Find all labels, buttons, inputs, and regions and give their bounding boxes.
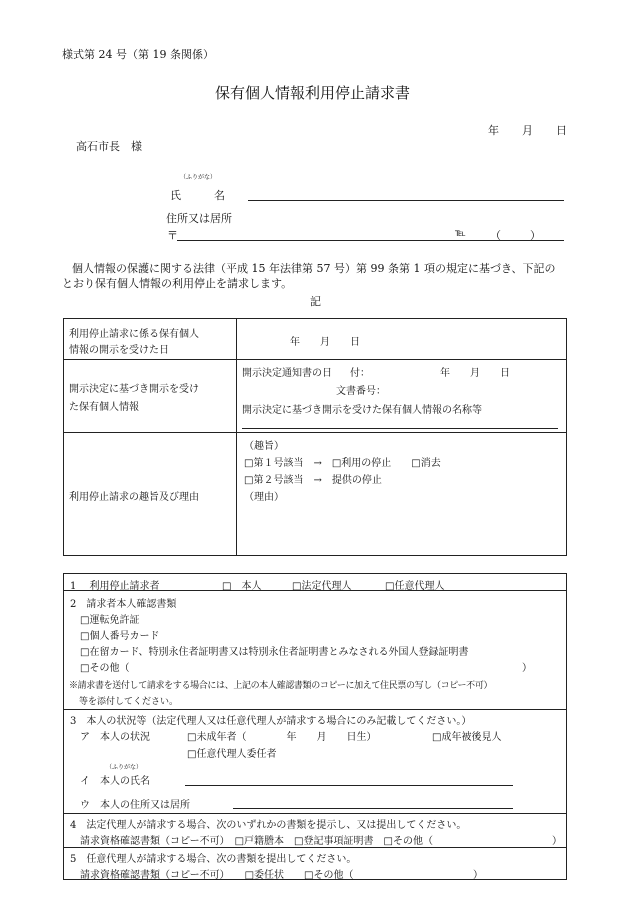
principal-address-field[interactable]	[233, 808, 513, 809]
table2-sep3	[63, 813, 567, 814]
date-day: 日	[556, 124, 567, 137]
date-month: 月	[522, 124, 533, 137]
requester-furigana: （ふりがな）	[180, 174, 217, 181]
postal-mark: 〒	[167, 229, 178, 242]
date-year: 年	[488, 124, 499, 137]
principal-status-label: ア 本人の状況	[80, 732, 150, 743]
id-doc-other-close: ）	[522, 663, 532, 674]
table1-row-sep1	[63, 359, 567, 360]
table2-sep2	[63, 709, 567, 710]
id-doc-other[interactable]: □その他（	[80, 663, 130, 674]
legal-agent-heading: 4 法定代理人が請求する場合、次のいずれかの書類を提示し、又は提出してください。	[70, 820, 467, 831]
disclosed-date-label-2: 情報の開示を受けた日	[69, 345, 169, 356]
purpose-option-1[interactable]: □第１号該当 → □利用の停止 □消去	[244, 458, 441, 469]
doc-number-label: 文書番号：	[336, 386, 386, 397]
requester-address-field[interactable]	[177, 240, 564, 241]
legal-agent-docs[interactable]: 請求資格確認書類（コピー不可） □戸籍謄本 □登記事項証明書 □その他（	[80, 836, 433, 847]
id-doc-mynumber[interactable]: □個人番号カード	[80, 631, 160, 642]
table1-divider	[236, 318, 237, 556]
requester-type-label: 1 利用停止請求者	[70, 581, 160, 592]
principal-furigana: （ふりがな）	[106, 764, 143, 771]
voluntary-agent-docs[interactable]: 請求資格確認書類（コピー不可） □委任状 □その他（	[80, 870, 354, 881]
info-name-field[interactable]	[242, 428, 558, 429]
id-docs-note-2: 等を添付してください。	[79, 697, 179, 707]
notice-date-field[interactable]: 年 月 日	[440, 368, 510, 379]
status-minor-checkbox[interactable]: □未成年者（ 年 月 日生）	[187, 732, 377, 743]
principal-address-label: ウ 本人の住所又は居所	[80, 800, 190, 811]
notice-date-label: 開示決定通知書の日	[242, 368, 332, 379]
form-number: 様式第 24 号（第 19 条関係）	[62, 48, 214, 61]
intro-line1: 個人情報の保護に関する法律（平成 15 年法律第 57 号）第 99 条第 1 項の規定に基づき、下記の	[72, 262, 556, 275]
purpose-option-2[interactable]: □第２号該当 → 提供の停止	[244, 475, 382, 486]
purpose-heading: （趣旨）	[244, 441, 284, 452]
principal-name-label: イ 本人の氏名	[80, 776, 150, 787]
voluntary-agent-docs-close: ）	[473, 870, 483, 881]
disclosed-date-label-1: 利用停止請求に係る保有個人	[69, 329, 199, 340]
requester-agent-checkbox[interactable]: □任意代理人	[385, 581, 445, 592]
disclosed-info-label-2: た保有個人情報	[69, 402, 139, 413]
notice-date-tsuke: 付：	[350, 368, 370, 379]
tel-label: ℡	[455, 228, 466, 239]
info-name-label: 開示決定に基づき開示を受けた保有個人情報の名称等	[242, 405, 482, 416]
requester-address-label: 住所又は居所	[166, 212, 232, 225]
principal-status-heading: 3 本人の状況等（法定代理人又は任意代理人が請求する場合にのみ記載してください。）	[70, 716, 472, 727]
disclosed-info-label-1: 開示決定に基づき開示を受け	[69, 384, 199, 395]
requester-self-checkbox[interactable]: □ 本人	[222, 581, 262, 592]
status-adult-ward-checkbox[interactable]: □成年被後見人	[432, 732, 502, 743]
voluntary-agent-heading: 5 任意代理人が請求する場合、次の書類を提出してください。	[70, 854, 357, 865]
tel-paren-open: （	[490, 229, 501, 242]
reason-heading: （理由）	[244, 492, 284, 503]
requester-name-field[interactable]	[248, 200, 564, 201]
table1-row-sep2	[63, 432, 567, 433]
id-docs-heading: 2 請求者本人確認書類	[70, 599, 177, 610]
requester-legal-checkbox[interactable]: □法定代理人	[292, 581, 352, 592]
table2-sep4	[63, 847, 567, 848]
principal-name-field[interactable]	[185, 785, 513, 786]
status-principal-checkbox[interactable]: □任意代理人委任者	[187, 749, 277, 760]
page-title: 保有個人情報利用停止請求書	[215, 84, 411, 102]
id-docs-note-1: ※請求書を送付して請求をする場合には、上記の本人確認書類のコピーに加えて住民票の写し（コピー不可）	[69, 681, 493, 691]
purpose-reason-label: 利用停止請求の趣旨及び理由	[69, 492, 199, 503]
tel-paren-close: ）	[530, 229, 541, 242]
requester-name-label: 氏 名	[170, 189, 225, 202]
disclosed-date-field[interactable]: 年 月 日	[290, 337, 360, 348]
id-doc-license[interactable]: □運転免許証	[80, 615, 140, 626]
id-doc-residence[interactable]: □在留カード、特別永住者証明書又は特別永住者証明書とみなされる外国人登録証明書	[80, 647, 469, 658]
intro-line2: とおり保有個人情報の利用停止を請求します。	[62, 277, 293, 290]
legal-agent-docs-close: ）	[552, 836, 562, 847]
ki-label: 記	[310, 295, 321, 308]
addressee: 高石市長 様	[76, 140, 142, 153]
